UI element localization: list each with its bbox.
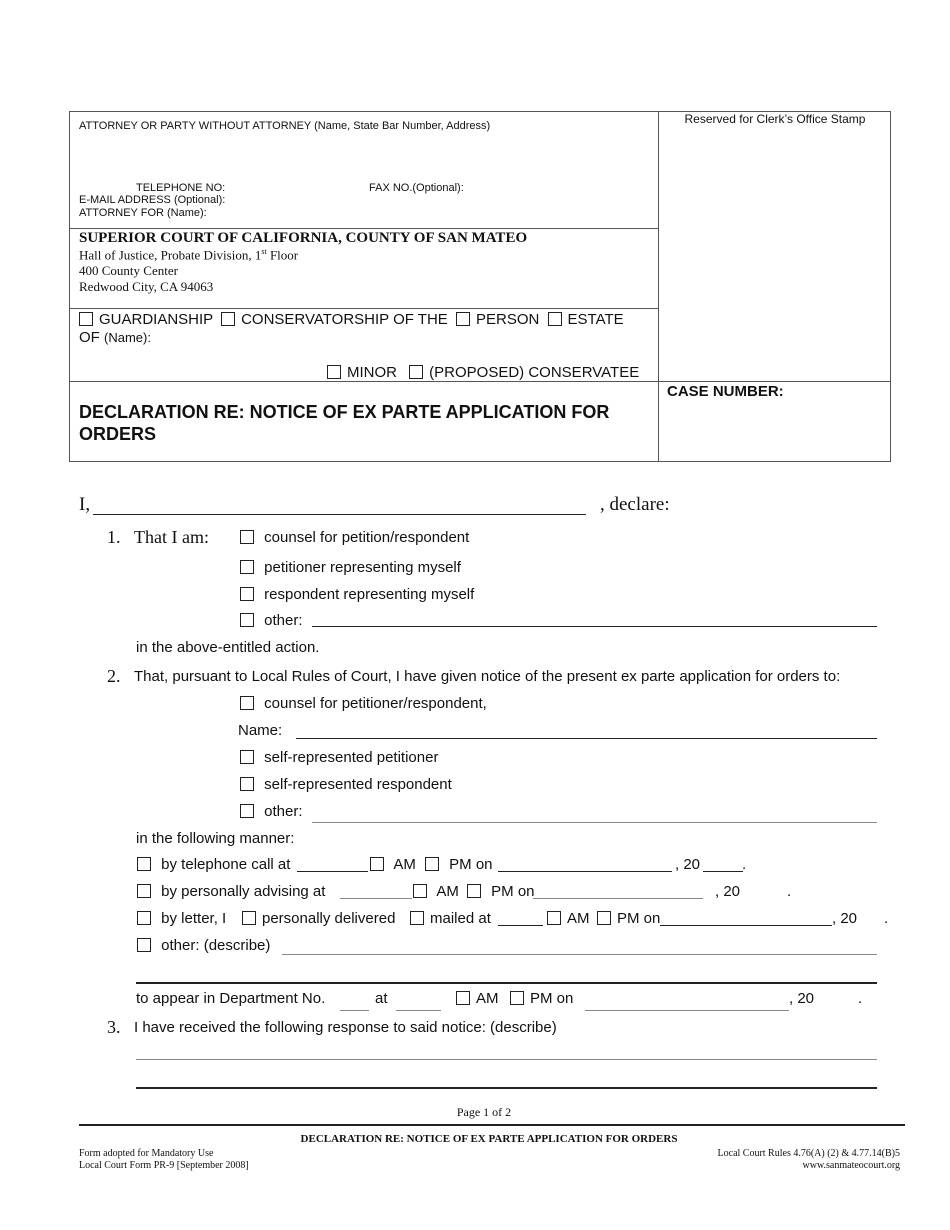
item1-option-3: [240, 586, 474, 604]
item1-tail: in the above-entitled action.: [136, 639, 320, 656]
manner-label: in the following manner:: [136, 830, 295, 847]
form-title-line-1: DECLARATION RE: NOTICE OF EX PARTE APPLICATION FOR: [79, 402, 610, 422]
appear-time-line[interactable]: [396, 1010, 441, 1011]
item3-text: I have received the following response to said notice: (describe): [134, 1019, 557, 1036]
letter-pm: [597, 910, 660, 928]
conservatorship-label: CONSERVATORSHIP OF THE: [241, 311, 448, 328]
item2-option-4: [240, 803, 303, 821]
conservatee-checkbox[interactable]: [409, 365, 423, 379]
fax-label: FAX NO.(Optional):: [369, 182, 464, 194]
footer-adopted: Form adopted for Mandatory Use: [79, 1148, 214, 1159]
appear-period: .: [858, 990, 863, 1007]
personally-delivered-label: personally delivered: [262, 910, 396, 927]
item1-other-line[interactable]: [312, 626, 877, 627]
item2-opt2-checkbox[interactable]: [240, 750, 254, 764]
guardianship-checkbox[interactable]: [79, 312, 93, 326]
telephone-period: .: [742, 856, 747, 873]
court-address-2: 400 County Center: [79, 263, 178, 278]
item2-opt3-checkbox[interactable]: [240, 777, 254, 791]
form-title-line-2: ORDERS: [79, 424, 157, 444]
form-title: [79, 401, 609, 445]
item2-opt1-checkbox[interactable]: [240, 696, 254, 710]
at-label: at: [375, 990, 388, 1007]
footer-website: www.sanmateocourt.org: [802, 1160, 900, 1171]
footer-rules: Local Court Rules 4.76(A) (2) & 4.77.14(B)5: [717, 1148, 900, 1159]
page-number: Page 1 of 2: [456, 1105, 512, 1119]
telephone-pm: [425, 856, 493, 874]
letter-am-checkbox[interactable]: [547, 911, 561, 925]
item2-option-1: [240, 695, 487, 713]
mailed-time-line[interactable]: [498, 925, 543, 926]
party-type-row: [327, 364, 639, 382]
personal-pm-checkbox[interactable]: [467, 884, 481, 898]
item1-lead: That I am:: [134, 527, 209, 547]
letter-year-prefix: , 20: [832, 910, 858, 927]
personal-row: [137, 883, 325, 901]
declare-label: , declare:: [600, 494, 670, 515]
am-label: AM: [476, 990, 499, 1007]
item2-name-line[interactable]: [296, 738, 877, 739]
personal-label: by personally advising at: [161, 883, 326, 900]
item1-opt4-label: other:: [264, 612, 303, 629]
telephone-year-prefix: , 20: [675, 856, 701, 873]
item3-response-line-2[interactable]: [136, 1087, 877, 1089]
item1-option-1: [240, 529, 469, 547]
other-describe-row: [137, 937, 270, 955]
person-label: PERSON: [475, 311, 540, 328]
item1-opt3-checkbox[interactable]: [240, 587, 254, 601]
personal-am-checkbox[interactable]: [413, 884, 427, 898]
item2-opt1-label: counsel for petitioner/respondent,: [264, 695, 487, 712]
item2-other-line[interactable]: [312, 822, 877, 823]
attorney-label: ATTORNEY OR PARTY WITHOUT ATTORNEY (Name, State Bar Number, Address): [79, 120, 491, 132]
letter-am: [547, 910, 590, 928]
telephone-checkbox[interactable]: [137, 857, 151, 871]
mailed-label: mailed at: [430, 910, 491, 927]
department-line[interactable]: [340, 1010, 369, 1011]
letter-checkbox[interactable]: [137, 911, 151, 925]
pm-on-label: PM on: [491, 883, 535, 900]
guardianship-label: GUARDIANSHIP: [99, 311, 213, 328]
telephone-time-line[interactable]: [297, 871, 368, 872]
court-address-1: Hall of Justice, Probate Division, 1st Floor: [79, 247, 299, 263]
telephone-label: by telephone call at: [161, 856, 291, 873]
letter-date-line[interactable]: [660, 925, 832, 926]
item1-number: 1.: [107, 527, 121, 547]
appear-am-checkbox[interactable]: [456, 991, 470, 1005]
email-label: E-MAIL ADDRESS (Optional):: [79, 194, 226, 206]
estate-label: ESTATE: [567, 311, 624, 328]
telephone-am: [370, 856, 416, 874]
estate-checkbox[interactable]: [548, 312, 562, 326]
item1-opt3-label: respondent representing myself: [264, 586, 475, 603]
other-describe-checkbox[interactable]: [137, 938, 151, 952]
item1-opt2-label: petitioner representing myself: [264, 559, 461, 576]
personal-checkbox[interactable]: [137, 884, 151, 898]
other-describe-label: other: (describe): [161, 937, 271, 954]
other-describe-line-1[interactable]: [282, 954, 877, 955]
item2-opt2-label: self-represented petitioner: [264, 749, 439, 766]
letter-label: by letter, I: [161, 910, 227, 927]
i-label: I,: [79, 494, 91, 515]
footer-title: DECLARATION RE: NOTICE OF EX PARTE APPLICATION FOR ORDERS: [300, 1133, 678, 1145]
item1-opt1-label: counsel for petition/respondent: [264, 529, 470, 546]
footer-rule: [79, 1124, 905, 1126]
declarant-name-line[interactable]: [93, 514, 586, 515]
personal-date-line[interactable]: [533, 898, 703, 899]
item2-opt3-label: self-represented respondent: [264, 776, 452, 793]
mailed-checkbox[interactable]: [410, 911, 424, 925]
minor-label: MINOR: [347, 364, 397, 381]
telephone-pm-checkbox[interactable]: [425, 857, 439, 871]
telephone-am-checkbox[interactable]: [370, 857, 384, 871]
telephone-year-line[interactable]: [703, 871, 743, 872]
am-label: AM: [567, 910, 590, 927]
personal-am: [413, 883, 459, 901]
personally-delivered-option: [242, 910, 395, 928]
telephone-label: TELEPHONE NO:: [136, 182, 226, 194]
other-describe-line-2[interactable]: [136, 982, 877, 984]
item1-option-2: [240, 559, 461, 577]
item3-response-line-1[interactable]: [136, 1059, 877, 1060]
of-label: OF: [79, 329, 100, 346]
telephone-date-line[interactable]: [498, 871, 672, 872]
letter-pm-checkbox[interactable]: [597, 911, 611, 925]
item1-option-4: [240, 612, 303, 630]
minor-checkbox[interactable]: [327, 365, 341, 379]
am-label: AM: [393, 856, 416, 873]
of-name-row: [79, 329, 151, 347]
pm-on-label: PM on: [530, 990, 574, 1007]
appear-am: [456, 990, 499, 1008]
clerk-stamp-label: Reserved for Clerk’s Office Stamp: [684, 112, 866, 126]
personal-year-prefix: , 20: [715, 883, 741, 900]
personal-pm: [467, 883, 535, 901]
conservatee-label: (PROPOSED) CONSERVATEE: [429, 364, 640, 381]
attorney-for-label: ATTORNEY FOR (Name):: [79, 207, 207, 219]
item2-lead: That, pursuant to Local Rules of Court, I have given notice of the present ex parte application for orders to:: [134, 668, 841, 685]
pm-on-label: PM on: [617, 910, 661, 927]
letter-period: .: [884, 910, 889, 927]
person-checkbox[interactable]: [456, 312, 470, 326]
case-number-label: CASE NUMBER:: [667, 383, 784, 400]
item2-option-3: [240, 776, 452, 794]
item1-opt4-checkbox[interactable]: [240, 613, 254, 627]
item2-option-2: [240, 749, 438, 767]
case-type-row: [79, 311, 624, 329]
personal-time-line[interactable]: [340, 898, 412, 899]
item1-opt1-checkbox[interactable]: [240, 530, 254, 544]
appear-label: to appear in Department No.: [136, 990, 326, 1007]
am-label: AM: [436, 883, 459, 900]
personally-delivered-checkbox[interactable]: [242, 911, 256, 925]
personal-period: .: [787, 883, 792, 900]
court-name: SUPERIOR COURT OF CALIFORNIA, COUNTY OF SAN MATEO: [79, 230, 528, 246]
appear-year-prefix: , 20: [789, 990, 815, 1007]
appear-pm: [510, 990, 573, 1008]
item2-opt4-checkbox[interactable]: [240, 804, 254, 818]
item2-number: 2.: [107, 666, 121, 686]
court-address-3: Redwood City, CA 94063: [79, 279, 214, 294]
item1-opt2-checkbox[interactable]: [240, 560, 254, 574]
pm-on-label: PM on: [449, 856, 493, 873]
name-label: (Name):: [104, 330, 151, 345]
appear-pm-checkbox[interactable]: [510, 991, 524, 1005]
telephone-row: [137, 856, 290, 874]
item2-opt4-label: other:: [264, 803, 303, 820]
item3-number: 3.: [107, 1017, 121, 1037]
letter-row: [137, 910, 226, 928]
appear-date-line[interactable]: [585, 1010, 789, 1011]
mailed-option: [410, 910, 491, 928]
conservatorship-checkbox[interactable]: [221, 312, 235, 326]
footer-form-number: Local Court Form PR-9 [September 2008]: [79, 1160, 249, 1171]
item2-name-label: Name:: [238, 722, 283, 739]
